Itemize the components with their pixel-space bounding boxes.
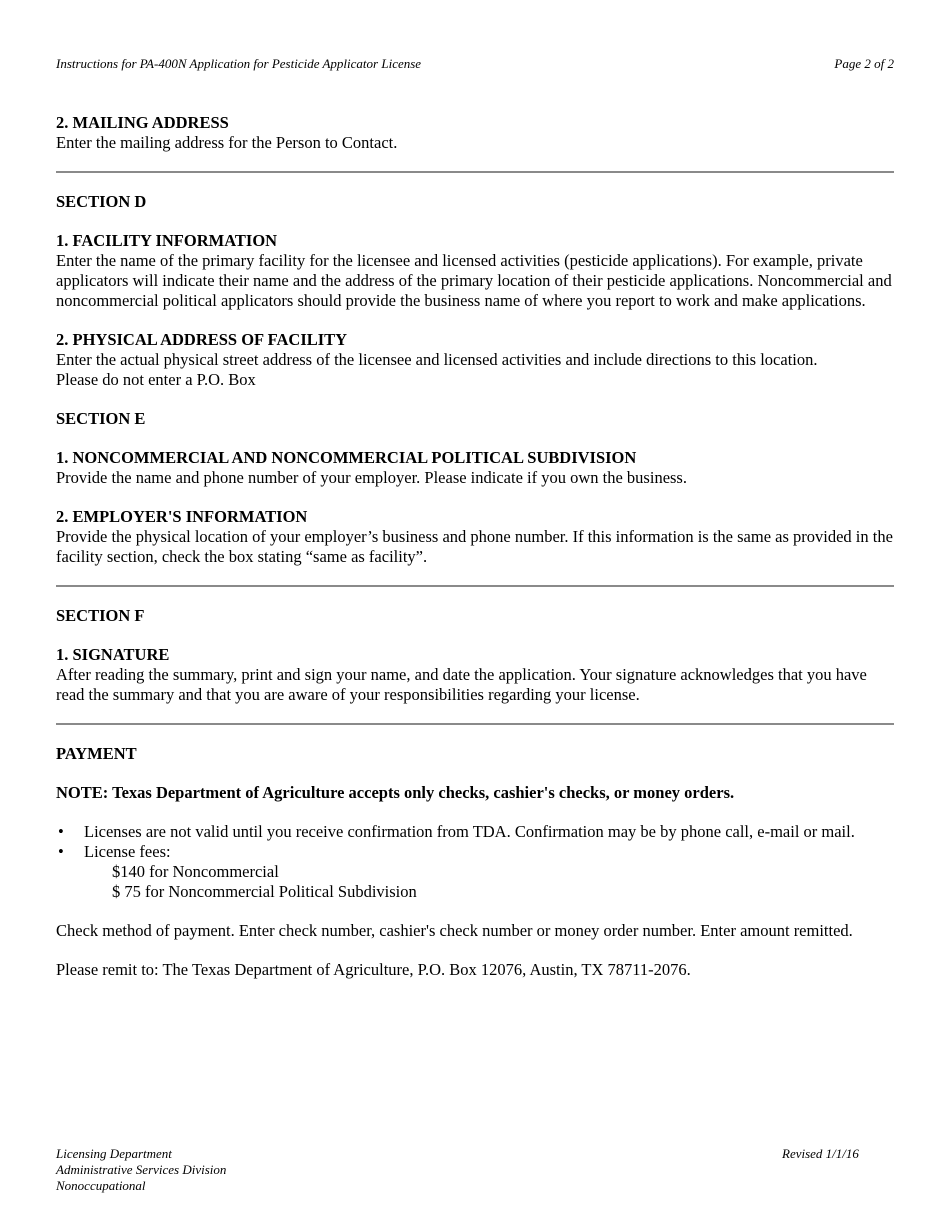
header-title: Instructions for PA-400N Application for Pesticide Applicator License	[56, 56, 422, 71]
physical-address-heading: 2. PHYSICAL ADDRESS OF FACILITY	[56, 330, 348, 349]
mailing-address-heading: 2. MAILING ADDRESS	[56, 113, 229, 132]
signature-text: After reading the summary, print and sign your name, and date the application. Your signature acknowledges that you have read the summary and that you are aware of your responsibilities regarding your license.	[56, 665, 867, 704]
divider	[56, 585, 894, 587]
employer-info-heading: 2. EMPLOYER'S INFORMATION	[56, 507, 308, 526]
physical-address-text: Enter the actual physical street address of the licensee and licensed activities and include directions to this location.	[56, 350, 818, 369]
list-item	[56, 842, 894, 862]
fee-political-subdivision: $ 75 for Noncommercial Political Subdivision	[112, 882, 417, 901]
payment-note: NOTE: Texas Department of Agriculture accepts only checks, cashier's checks, or money orders.	[56, 783, 735, 802]
list-item	[56, 822, 894, 842]
payment-title: PAYMENT	[56, 744, 137, 763]
physical-address-text-2: Please do not enter a P.O. Box	[56, 370, 256, 389]
facility-info-text: Enter the name of the primary facility for the licensee and licensed activities (pesticide applications). For example, private applicators will indicate their name and the address of the primary location of their pesticide applications. Noncommercial and noncommercial political applicators should provide the business name of where you report to work and make applications.	[56, 251, 892, 310]
divider	[56, 171, 894, 173]
footer-revised: Revised 1/1/16	[782, 1146, 859, 1161]
section-e-title: SECTION E	[56, 409, 146, 428]
footer-department: Licensing Department	[56, 1146, 172, 1161]
section-f-title: SECTION F	[56, 606, 145, 625]
page-number: Page 2 of 2	[834, 56, 894, 71]
payment-method-text: Check method of payment. Enter check number, cashier's check number or money order number. Enter amount remitted.	[56, 921, 853, 940]
facility-info-heading: 1. FACILITY INFORMATION	[56, 231, 278, 250]
bullet-icon: •	[58, 842, 64, 861]
section-d-title: SECTION D	[56, 192, 147, 211]
license-fees-label: License fees:	[84, 842, 171, 861]
footer-category: Nonoccupational	[56, 1178, 146, 1193]
fee-noncommercial: $140 for Noncommercial	[112, 862, 279, 881]
employer-info-text: Provide the physical location of your employer’s business and phone number. If this information is the same as provided in the facility section, check the box stating “same as facility”.	[56, 527, 893, 566]
footer-left	[56, 1146, 226, 1194]
mailing-address-text: Enter the mailing address for the Person to Contact.	[56, 133, 398, 152]
payment-bullet-list	[56, 822, 894, 862]
noncommercial-text: Provide the name and phone number of your employer. Please indicate if you own the business.	[56, 468, 687, 487]
signature-heading: 1. SIGNATURE	[56, 645, 170, 664]
footer-division: Administrative Services Division	[56, 1162, 227, 1177]
bullet-icon: •	[58, 822, 64, 841]
divider	[56, 723, 894, 725]
noncommercial-heading: 1. NONCOMMERCIAL AND NONCOMMERCIAL POLITICAL SUBDIVISION	[56, 448, 637, 467]
remit-address-text: Please remit to: The Texas Department of Agriculture, P.O. Box 12076, Austin, TX 78711-2076.	[56, 960, 691, 979]
document-body	[56, 113, 894, 980]
confirmation-text: Licenses are not valid until you receive confirmation from TDA. Confirmation may be by phone call, e-mail or mail.	[84, 822, 855, 841]
